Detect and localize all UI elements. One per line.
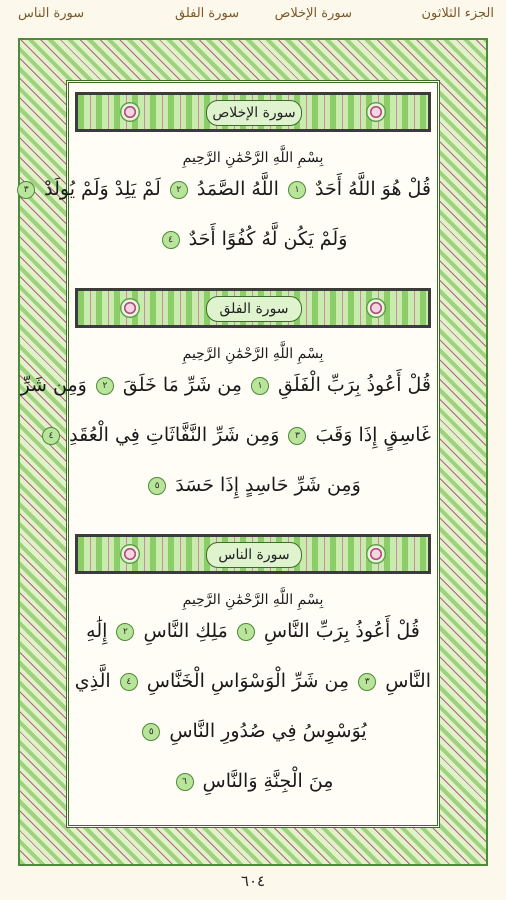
rosette-icon xyxy=(366,102,386,122)
verse-text: غَاسِقٍ إِذَا وَقَبَ xyxy=(315,424,431,446)
verse-line xyxy=(75,770,431,792)
verse-line xyxy=(20,374,431,396)
ayah-number-marker: ٥ xyxy=(148,477,166,495)
ayah-number-marker: ٢ xyxy=(96,377,114,395)
surah-banner-falaq xyxy=(75,288,431,328)
ayah-number-marker: ٤ xyxy=(162,231,180,249)
verse-text: وَلَمْ يَكُن لَّهُ كُفُوًا أَحَدٌ xyxy=(188,228,348,250)
verse-line xyxy=(75,670,431,692)
verse-text: وَمِن شَرِّ حَاسِدٍ إِذَا حَسَدَ xyxy=(175,474,361,496)
header-surah-nas: سورة الناس xyxy=(18,6,85,21)
verse-line xyxy=(75,474,431,496)
ayah-number-marker: ٣ xyxy=(288,427,306,445)
verse-text: وَمِن شَرِّ النَّفَّاثَاتِ فِي الْعُقَدِ xyxy=(69,424,280,446)
page-number: ٦٠٤ xyxy=(240,872,266,890)
verse-text: النَّاسِ xyxy=(385,670,431,692)
verse-line xyxy=(48,424,431,446)
rosette-icon xyxy=(120,298,140,318)
basmala: بِسْمِ اللَّهِ الرَّحْمَٰنِ الرَّحِيمِ xyxy=(182,592,324,608)
rosette-icon xyxy=(366,544,386,564)
verse-text: مِنَ الْجِنَّةِ وَالنَّاسِ xyxy=(202,770,334,792)
surah-title-falaq: سورة الفلق xyxy=(206,296,302,322)
verse-text: لَمْ يَلِدْ وَلَمْ يُولَدْ xyxy=(44,178,161,200)
rosette-icon xyxy=(120,102,140,122)
basmala: بِسْمِ اللَّهِ الرَّحْمَٰنِ الرَّحِيمِ xyxy=(182,346,324,362)
surah-title-nas: سورة الناس xyxy=(206,542,302,568)
verse-text: إِلَٰهِ xyxy=(86,620,108,642)
verse-text: قُلْ أَعُوذُ بِرَبِّ الْفَلَقِ xyxy=(278,374,431,396)
basmala: بِسْمِ اللَّهِ الرَّحْمَٰنِ الرَّحِيمِ xyxy=(182,150,324,166)
verse-text: الَّذِي xyxy=(74,670,111,692)
ayah-number-marker: ١ xyxy=(288,181,306,199)
ayah-number-marker: ٤ xyxy=(42,427,60,445)
header-surah-falaq: سورة الفلق xyxy=(175,6,240,21)
surah-title-ikhlas: سورة الإخلاص xyxy=(206,100,302,126)
verse-text: قُلْ أَعُوذُ بِرَبِّ النَّاسِ xyxy=(263,620,420,642)
ayah-number-marker: ٢ xyxy=(170,181,188,199)
ayah-number-marker: ١ xyxy=(251,377,269,395)
verse-text: مِن شَرِّ الْوَسْوَاسِ الْخَنَّاسِ xyxy=(146,670,350,692)
ayah-number-marker: ٣ xyxy=(358,673,376,691)
ayah-number-marker: ٣ xyxy=(17,181,35,199)
ayah-number-marker: ٤ xyxy=(120,673,138,691)
verse-text: وَمِن شَرِّ xyxy=(20,374,87,396)
verse-text: مَلِكِ النَّاسِ xyxy=(143,620,228,642)
surah-banner-ikhlas xyxy=(75,92,431,132)
verse-line xyxy=(75,228,431,250)
juz-label: الجزء الثلاثون xyxy=(421,6,494,21)
header-surah-ikhlas: سورة الإخلاص xyxy=(274,6,352,21)
verse-text: يُوَسْوِسُ فِي صُدُورِ النَّاسِ xyxy=(169,720,367,742)
ayah-number-marker: ٢ xyxy=(116,623,134,641)
verse-text: اللَّهُ الصَّمَدُ xyxy=(196,178,279,200)
rosette-icon xyxy=(120,544,140,564)
ayah-number-marker: ٥ xyxy=(142,723,160,741)
verse-line xyxy=(75,720,431,742)
verse-text: قُلْ هُوَ اللَّهُ أَحَدٌ xyxy=(315,178,431,200)
surah-banner-nas xyxy=(75,534,431,574)
ayah-number-marker: ٦ xyxy=(176,773,194,791)
ayah-number-marker: ١ xyxy=(237,623,255,641)
verse-text: مِن شَرِّ مَا خَلَقَ xyxy=(122,374,242,396)
page-header xyxy=(0,0,506,36)
rosette-icon xyxy=(366,298,386,318)
verse-line xyxy=(75,620,431,642)
verse-line xyxy=(23,178,431,200)
